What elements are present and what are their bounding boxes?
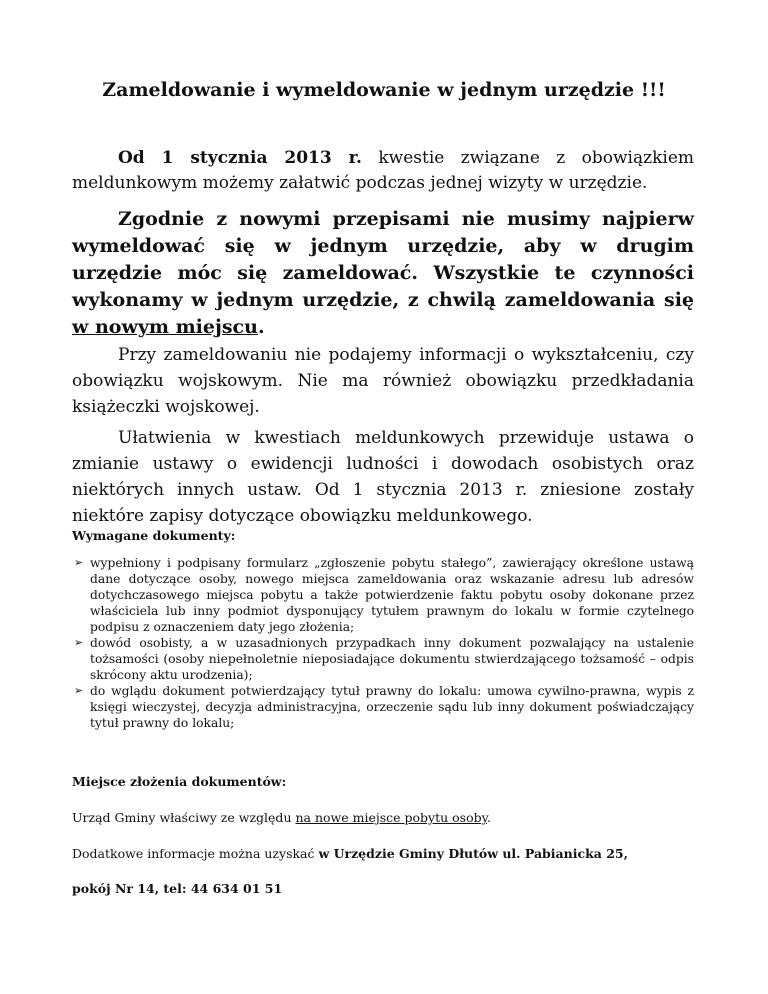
contact-room-phone: pokój Nr 14, tel: 44 634 01 51 — [72, 881, 283, 896]
bold-paragraph-end: . — [257, 316, 265, 338]
list-item-text: do wglądu dokument potwierdzający tytuł prawny do lokalu: umowa cywilno-prawna, wypis z księgi wieczystej, decyzja administracyjna, orzeczenie sądu lub inny dokument poświadczający tytuł prawny do lokalu; — [90, 684, 694, 730]
contact-line — [72, 846, 694, 861]
contact-office: w Urzędzie Gminy Dłutów ul. Pabianicka 25, — [318, 846, 628, 861]
arrow-bullet-icon: ➢ — [74, 684, 84, 697]
education-paragraph: Przy zameldowaniu nie podajemy informacji o wykształceniu, czy obowiązku wojskowym. Nie ma również obowiązku przedkładania książeczki wojskowej. — [72, 345, 694, 417]
submission-text-start: Urząd Gminy właściwy ze względu — [72, 810, 296, 825]
bold-paragraph-underlined: w nowym miejscu — [72, 316, 258, 338]
arrow-bullet-icon: ➢ — [74, 636, 84, 649]
intro-text: kwestie związane z obowiązkiem meldunkowym możemy załatwić podczas jednej wizyty w urzędzie. — [72, 148, 694, 193]
list-item — [72, 555, 694, 635]
list-item — [72, 635, 694, 683]
submission-text-underlined: na nowe miejsce pobytu osoby — [295, 810, 488, 825]
law-paragraph: Ułatwienia w kwestiach meldunkowych przewiduje ustawa o zmianie ustawy o ewidencji ludności i dowodach osobistych oraz niektórych innych ustaw. Od 1 stycznia 2013 r. zniesione zostały niektóre zapisy dotyczące obowiązku meldunkowego. — [72, 428, 694, 526]
submission-place-text — [72, 810, 694, 825]
submission-text-end: . — [487, 810, 491, 825]
intro-date: Od 1 stycznia 2013 r. — [118, 148, 362, 168]
contact-text: Dodatkowe informacje można uzyskać — [72, 846, 319, 861]
intro-paragraph — [72, 146, 694, 196]
arrow-bullet-icon: ➢ — [74, 556, 84, 569]
list-item-text: wypełniony i podpisany formularz „zgłoszenie pobytu stałego”, zawierający określone ustawą dane dotyczące osoby, nowego miejsca zameldowania oraz wskazanie adresu lub adresów dotychczasowego miejsca pobytu a także potwierdzenie faktu pobytu osoby dokonane przez właściciela lub inny podmiot dysponujący tytułem prawnym do lokalu w formie czytelnego podpisu z oznaczeniem daty jego złożenia; — [90, 556, 694, 634]
bold-paragraph — [72, 206, 694, 341]
bold-paragraph-text: Zgodnie z nowymi przepisami nie musimy najpierw wymeldować się w jednym urzędzie, aby w drugim urzędzie móc się zameldować. Wszystkie te czynności wykonamy w jednym urzędzie, z chwilą zameldowania się — [72, 208, 694, 311]
document-title: Zameldowanie i wymeldowanie w jednym urzędzie !!! — [102, 79, 666, 101]
required-documents-heading: Wymagane dokumenty: — [72, 528, 236, 543]
list-item-text: dowód osobisty, a w uzasadnionych przypadkach inny dokument pozwalający na ustalenie tożsamości (osoby niepełnoletnie nieposiadające dokumentu stwierdzającego tożsamość – odpis skrócony aktu urodzenia); — [90, 636, 694, 682]
submission-place-heading: Miejsce złożenia dokumentów: — [72, 774, 287, 789]
list-item — [72, 683, 694, 731]
required-documents-list — [72, 555, 694, 731]
